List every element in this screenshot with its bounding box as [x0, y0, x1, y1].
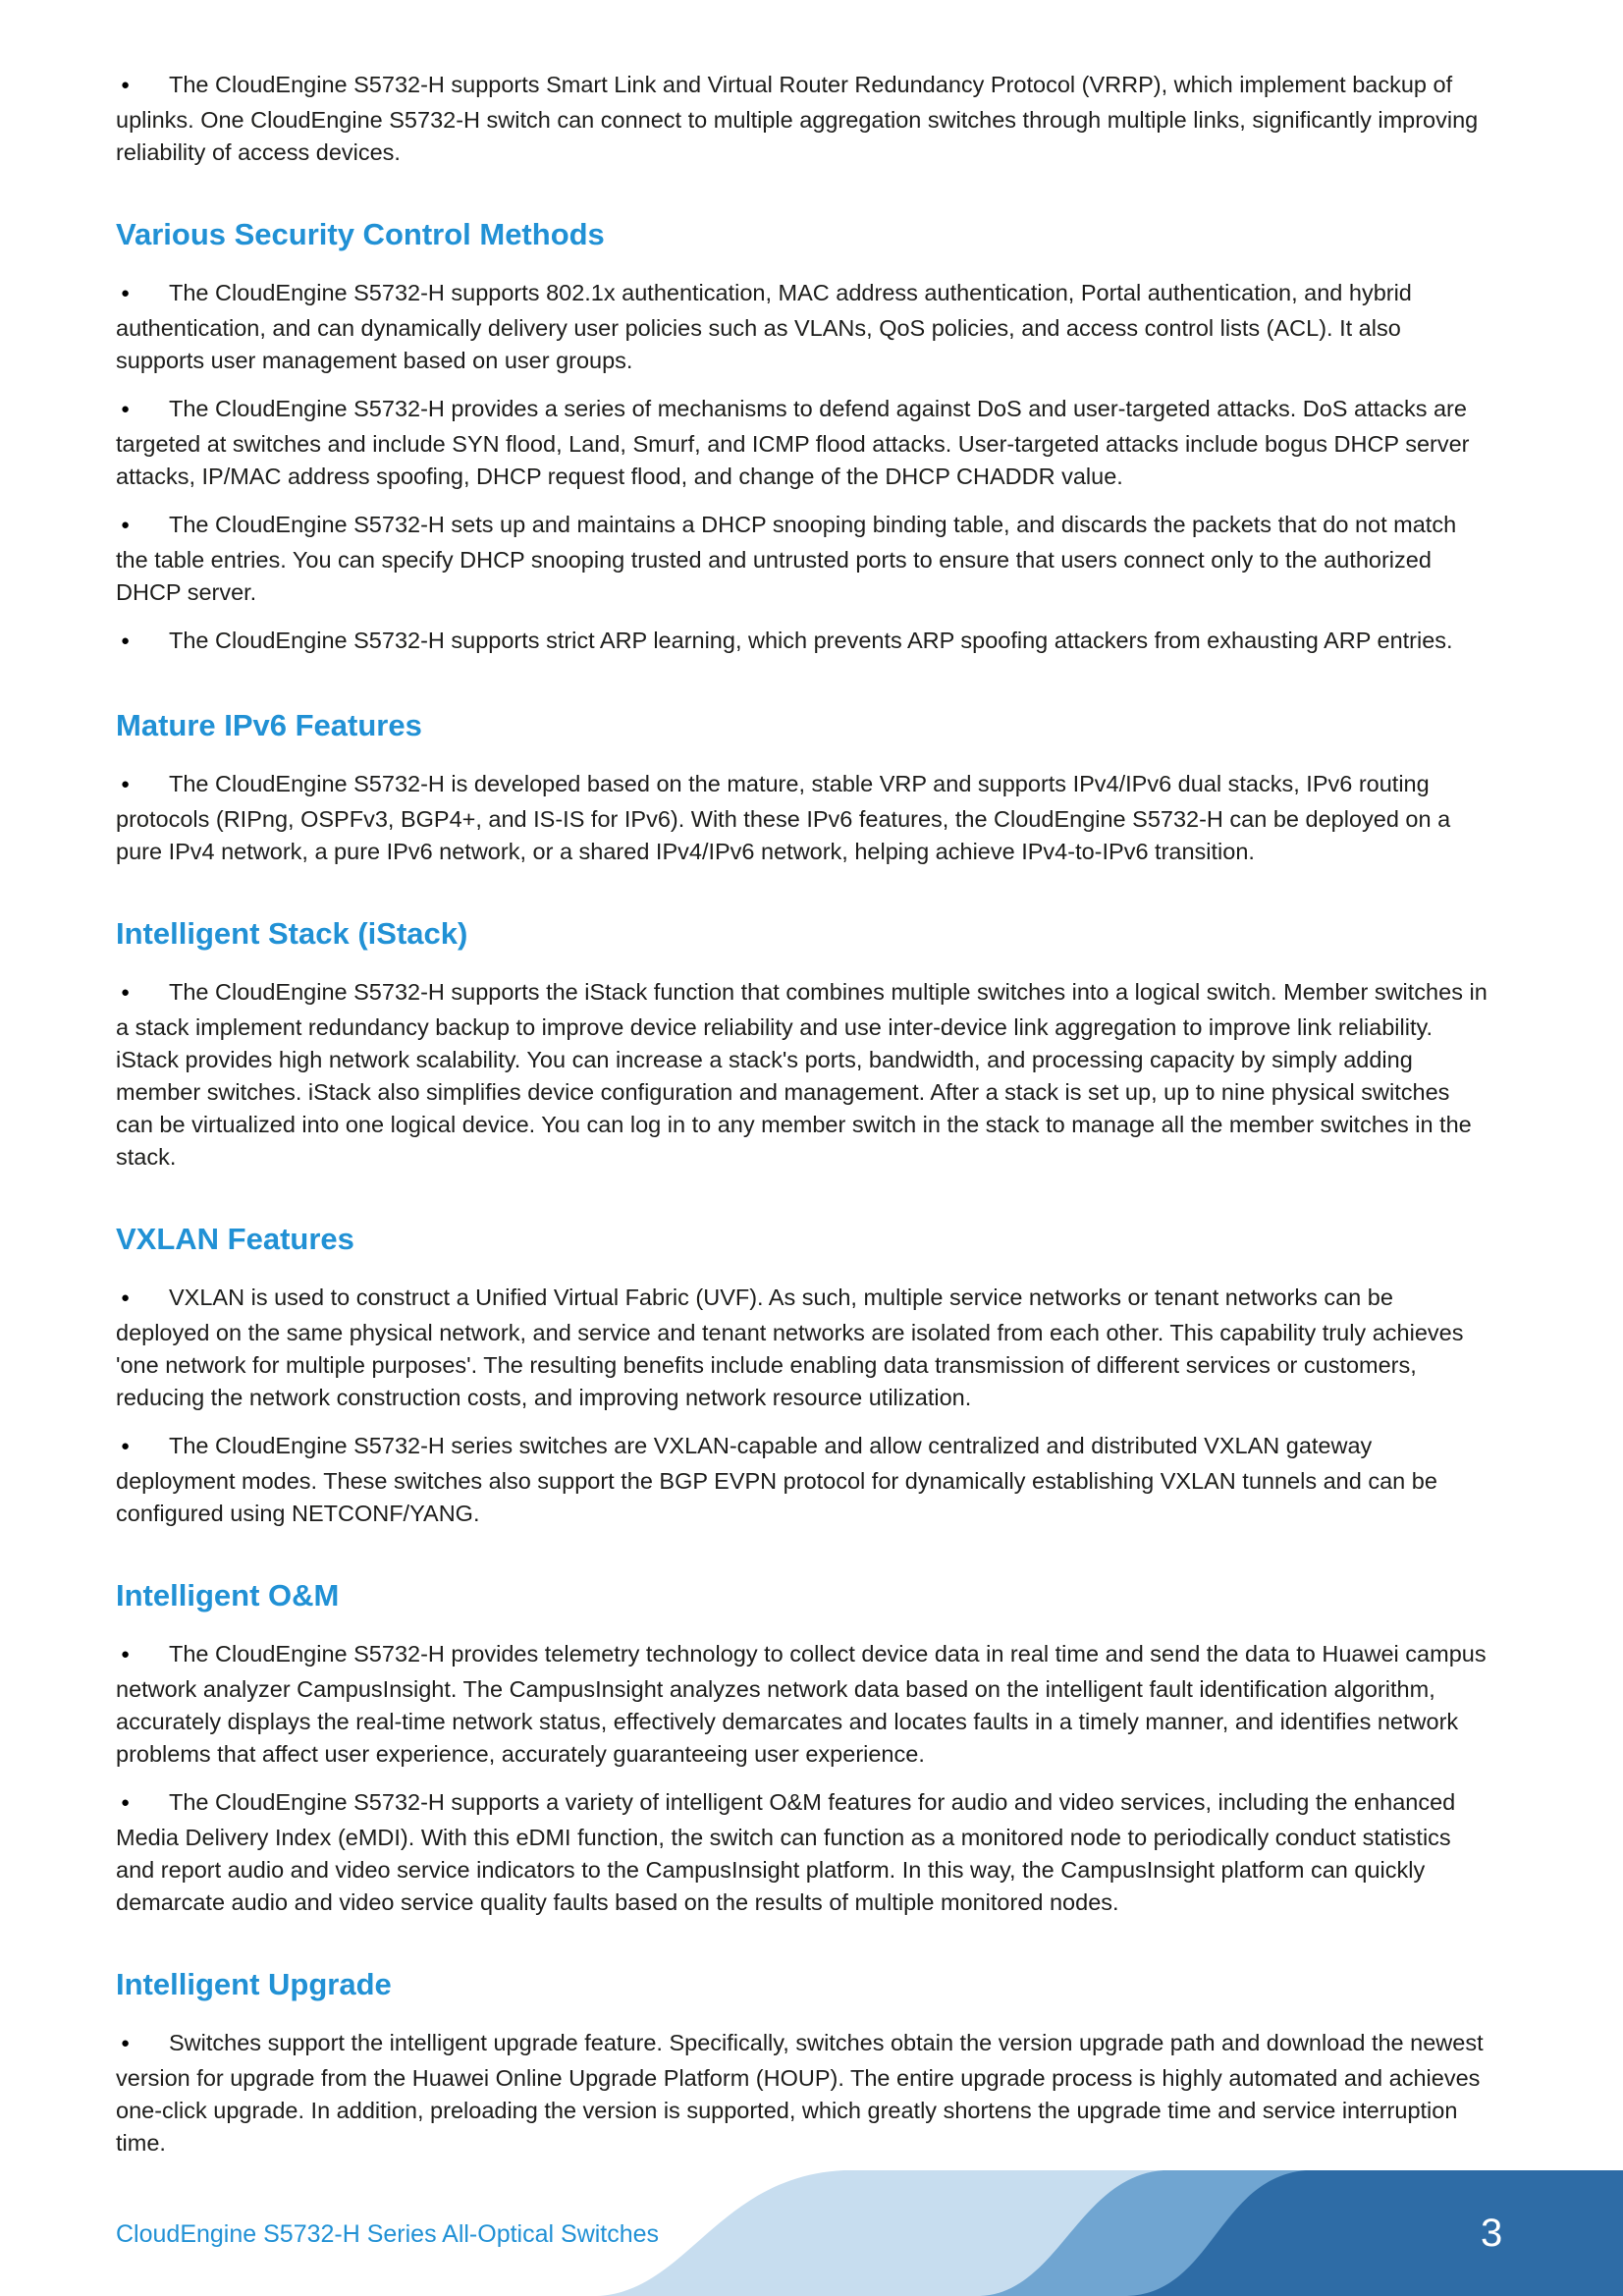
bullet-icon: ● [121, 401, 131, 417]
section-heading-vxlan: VXLAN Features [116, 1222, 354, 1256]
bullet-item [116, 1430, 1490, 1530]
bullet-item [116, 509, 1490, 609]
section-heading-intelligent-om: Intelligent O&M [116, 1578, 340, 1613]
footer-document-title: CloudEngine S5732-H Series All-Optical Switches [116, 2220, 660, 2248]
bullet-item [116, 1786, 1490, 1919]
bullet-item [116, 625, 1490, 660]
section-heading-ipv6: Mature IPv6 Features [116, 708, 422, 742]
bullet-text: The CloudEngine S5732-H provides a series of mechanisms to defend against DoS and user-targeted attacks. DoS attacks are targeted at switches and include SYN flood, Land, Smurf, and ICMP flood attacks. User-targeted attacks include bogus DHCP server attacks, IP/MAC address spoofing, DHCP request flood, and change of the DHCP CHADDR value. [116, 396, 1470, 489]
bullet-icon: ● [121, 632, 131, 649]
section-heading-intelligent-upgrade: Intelligent Upgrade [116, 1967, 392, 2001]
bullet-icon: ● [121, 77, 131, 93]
bullet-icon: ● [121, 776, 131, 793]
bullet-icon: ● [121, 1646, 131, 1663]
footer-wave-graphic [0, 2109, 1623, 2296]
bullet-icon: ● [121, 285, 131, 301]
bullet-text: The CloudEngine S5732-H supports strict ARP learning, which prevents ARP spoofing attackers from exhausting ARP entries. [169, 628, 1453, 653]
bullet-item [116, 1638, 1490, 1771]
bullet-text: The CloudEngine S5732-H is developed based on the mature, stable VRP and supports IPv4/IPv6 dual stacks, IPv6 routing protocols (RIPng, OSPFv3, BGP4+, and IS-IS for IPv6). With these IPv6 features, the CloudEngine S5732-H can be deployed on a pure IPv4 network, a pure IPv6 network, or a shared IPv4/IPv6 network, helping achieve IPv4-to-IPv6 transition. [116, 771, 1451, 864]
bullet-icon: ● [121, 1289, 131, 1306]
bullet-item [116, 976, 1490, 1174]
bullet-text: The CloudEngine S5732-H supports the iStack function that combines multiple switches into a logical switch. Member switches in a stack implement redundancy backup to improve device reliability and use inter-device link aggregation to improve link reliability. iStack provides high network scalability. You can increase a stack's ports, bandwidth, and processing capacity by simply adding member switches. iStack also simplifies device configuration and management. After a stack is set up, up to nine physical switches can be virtualized into one logical device. You can log in to any member switch in the stack to manage all the member switches in the stack. [116, 979, 1488, 1170]
bullet-icon: ● [121, 517, 131, 533]
bullet-item [116, 768, 1490, 868]
bullet-text: Switches support the intelligent upgrade feature. Specifically, switches obtain the version upgrade path and download the newest version for upgrade from the Huawei Online Upgrade Platform (HOUP). The entire upgrade process is highly automated and achieves one-click upgrade. In addition, preloading the version is supported, which greatly shortens the upgrade time and service interruption time. [116, 2030, 1484, 2156]
bullet-text: The CloudEngine S5732-H supports Smart Link and Virtual Router Redundancy Protocol (VRRP), which implement backup of uplinks. One CloudEngine S5732-H switch can connect to multiple aggregation switches through multiple links, significantly improving reliability of access devices. [116, 72, 1479, 165]
bullet-icon: ● [121, 984, 131, 1001]
page-number: 3 [1481, 2212, 1503, 2255]
bullet-item [116, 1282, 1490, 1414]
content [116, 0, 1490, 2175]
bullet-item [116, 69, 1490, 169]
section-heading-istack: Intelligent Stack (iStack) [116, 916, 468, 951]
bullet-text: The CloudEngine S5732-H supports 802.1x authentication, MAC address authentication, Portal authentication, and hybrid authentication, and can dynamically delivery user policies such as VLANs, QoS policies, and access control lists (ACL). It also supports user management based on user groups. [116, 280, 1412, 373]
bullet-text: The CloudEngine S5732-H series switches are VXLAN-capable and allow centralized and distributed VXLAN gateway deployment modes. These switches also support the BGP EVPN protocol for dynamically establishing VXLAN tunnels and can be configured using NETCONF/YANG. [116, 1433, 1437, 1526]
bullet-icon: ● [121, 1438, 131, 1454]
bullet-text: The CloudEngine S5732-H supports a variety of intelligent O&M features for audio and video services, including the enhanced Media Delivery Index (eMDI). With this eDMI function, the switch can function as a monitored node to periodically conduct statistics and report audio and video service indicators to the CampusInsight platform. In this way, the CampusInsight platform can quickly demarcate audio and video service quality faults based on the results of multiple monitored nodes. [116, 1789, 1456, 1915]
bullet-icon: ● [121, 1794, 131, 1811]
section-heading-security: Various Security Control Methods [116, 217, 605, 251]
bullet-text: VXLAN is used to construct a Unified Virtual Fabric (UVF). As such, multiple service networks or tenant networks can be deployed on the same physical network, and service and tenant networks are isolated from each other. This capability truly achieves 'one network for multiple purposes'. The resulting benefits include enabling data transmission of different services or customers, reducing the network construction costs, and improving network resource utilization. [116, 1285, 1464, 1410]
bullet-icon: ● [121, 2035, 131, 2051]
bullet-text: The CloudEngine S5732-H sets up and maintains a DHCP snooping binding table, and discards the packets that do not match the table entries. You can specify DHCP snooping trusted and untrusted ports to ensure that users connect only to the authorized DHCP server. [116, 512, 1457, 605]
bullet-text: The CloudEngine S5732-H provides telemetry technology to collect device data in real time and send the data to Huawei campus network analyzer CampusInsight. The CampusInsight analyzes network data based on the intelligent fault identification algorithm, accurately displays the real-time network status, effectively demarcates and locates faults in a timely manner, and identifies network problems that affect user experience, accurately guaranteeing user experience. [116, 1641, 1487, 1767]
bullet-item [116, 277, 1490, 377]
bullet-item [116, 393, 1490, 493]
